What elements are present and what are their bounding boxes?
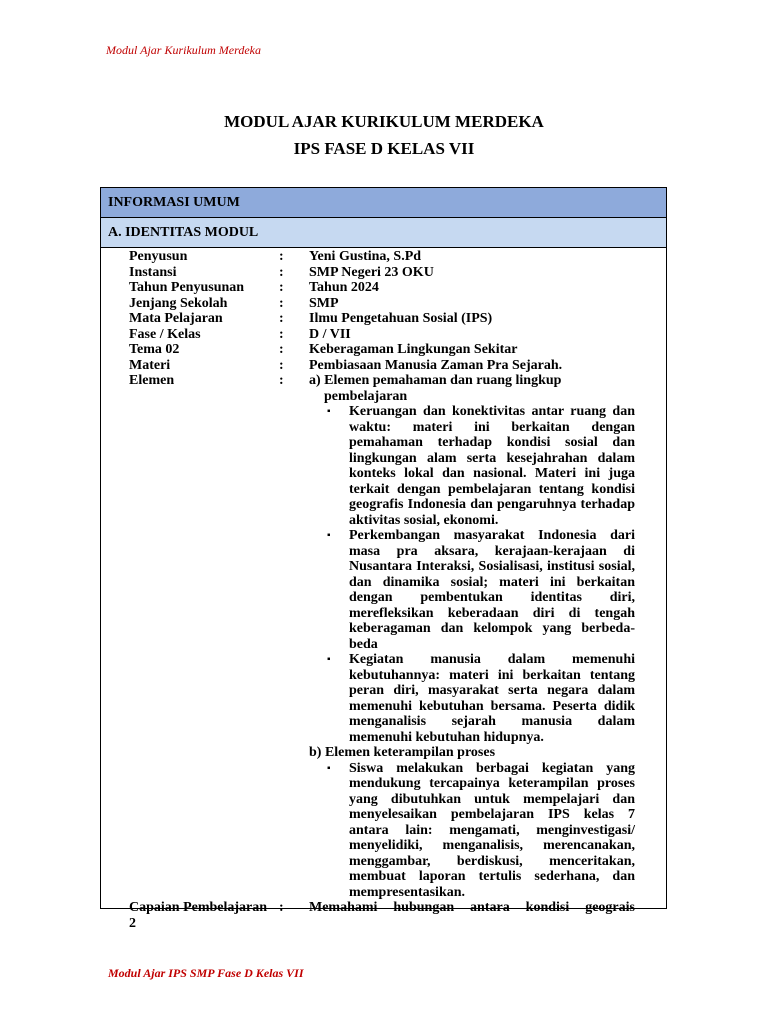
row-colon: :: [279, 326, 284, 342]
row-colon: :: [279, 357, 284, 373]
elemen-content: [309, 373, 635, 900]
row-colon: :: [279, 900, 284, 915]
row-label: Penyusun: [129, 249, 188, 264]
section-header: INFORMASI UMUM: [101, 188, 666, 218]
table-row: [101, 265, 666, 281]
elemen-part-b-heading: b) Elemen keterampilan proses: [309, 745, 496, 760]
table-row: [101, 249, 666, 265]
table-row: [101, 311, 666, 327]
list-item: [327, 528, 635, 652]
row-value: Ilmu Pengetahuan Sosial (IPS): [309, 311, 493, 326]
row-colon: :: [279, 280, 284, 295]
bullet-icon: ▪: [327, 530, 331, 541]
row-colon: :: [279, 295, 284, 311]
bullet-text: Kegiatan manusia dalam memenuhi kebutuhannya: materi ini berkaitan tentang peran diri, masyarakat serta negara dalam memenuhi kebutuhan bersama. Peserta didik menganalisis sejarah manusia dalam memenuhi kebutuhan hidupnya.: [349, 652, 635, 745]
row-label: Materi: [129, 357, 171, 373]
document-subtitle: IPS FASE D KELAS VII: [293, 139, 475, 158]
bullet-icon: ▪: [327, 654, 331, 665]
row-label: Instansi: [129, 264, 177, 280]
list-item: [327, 404, 635, 528]
bullet-text: Siswa melakukan berbagai kegiatan yang mendukung tercapainya keterampilan proses yang dibutuhkan untuk mempelajari dan menyelesaikan pembelajaran IPS kelas 7 antara lain: mengamati, menginvestigasi/ menyelidiki, menganalisis, merencanakan, menggambar, berdiskusi, menceritakan, membuat laporan tertulis sederhana, dan mempresentasikan.: [349, 760, 635, 900]
table-row: [101, 296, 666, 312]
row-label: Jenjang Sekolah: [129, 295, 228, 311]
table-row: [101, 358, 666, 374]
document-title: MODUL AJAR KURIKULUM MERDEKA: [224, 112, 544, 131]
row-colon: :: [279, 373, 284, 388]
row-label: Elemen: [129, 373, 175, 388]
row-label: Fase / Kelas: [129, 326, 201, 342]
list-item: [327, 761, 635, 901]
table-row: [101, 342, 666, 358]
running-header: Modul Ajar Kurikulum Merdeka: [106, 43, 261, 57]
identity-table: [100, 187, 667, 931]
row-value: Memahami hubungan antara kondisi geograis: [309, 900, 635, 915]
bullet-text: Keruangan dan konektivitas antar ruang dan waktu: materi ini berkaitan dengan pemahaman terhadap kondisi sosial dan lingkungan alam serta kesejahrahan dalam konteks lokal dan nasional. Materi ini juga terkait dengan pembelajaran tentang kondisi geografis Indonesia dan pengaruhnya terhadap aktivitas sosial, ekonomi.: [349, 404, 635, 528]
bullet-icon: ▪: [327, 406, 331, 417]
table-row: [101, 327, 666, 343]
row-value: SMP: [309, 295, 339, 311]
elemen-row: [101, 373, 666, 900]
row-value: Yeni Gustina, S.Pd: [309, 249, 422, 264]
row-label: Mata Pelajaran: [129, 311, 223, 326]
table-row: [101, 280, 666, 296]
row-colon: :: [279, 342, 284, 357]
row-colon: :: [279, 249, 284, 264]
row-colon: :: [279, 264, 284, 280]
table-row: [101, 900, 666, 931]
list-item: [327, 652, 635, 745]
running-footer: Modul Ajar IPS SMP Fase D Kelas VII: [108, 966, 304, 980]
row-label: Capaian Pembelajaran 2: [129, 900, 268, 931]
bullet-text: Perkembangan masyarakat Indonesia dari masa pra aksara, kerajaan-kerajaan di Nusantara Interaksi, Sosialisasi, institusi sosial, dan dinamika sosial; materi ini berkaitan dengan pembentukan identitas diri, merefleksikan keberadaan diri di tengah keberagaman dan kelompok yang berbeda-beda: [349, 528, 635, 652]
bullet-icon: ▪: [327, 762, 331, 774]
row-value: SMP Negeri 23 OKU: [309, 264, 434, 280]
row-value: Tahun 2024: [309, 280, 379, 295]
table-rows: [101, 248, 666, 931]
row-colon: :: [279, 311, 284, 326]
row-value: Keberagaman Lingkungan Sekitar: [309, 342, 518, 357]
row-value: D / VII: [309, 326, 351, 342]
elemen-part-a-heading-cont: pembelajaran: [324, 388, 408, 404]
row-label: Tahun Penyusunan: [129, 280, 245, 295]
elemen-part-a-heading: a) Elemen pemahaman dan ruang lingkup: [309, 373, 562, 388]
subsection-header: A. IDENTITAS MODUL: [101, 218, 666, 248]
row-value: Pembiasaan Manusia Zaman Pra Sejarah.: [309, 357, 563, 373]
row-label: Tema 02: [129, 342, 180, 357]
